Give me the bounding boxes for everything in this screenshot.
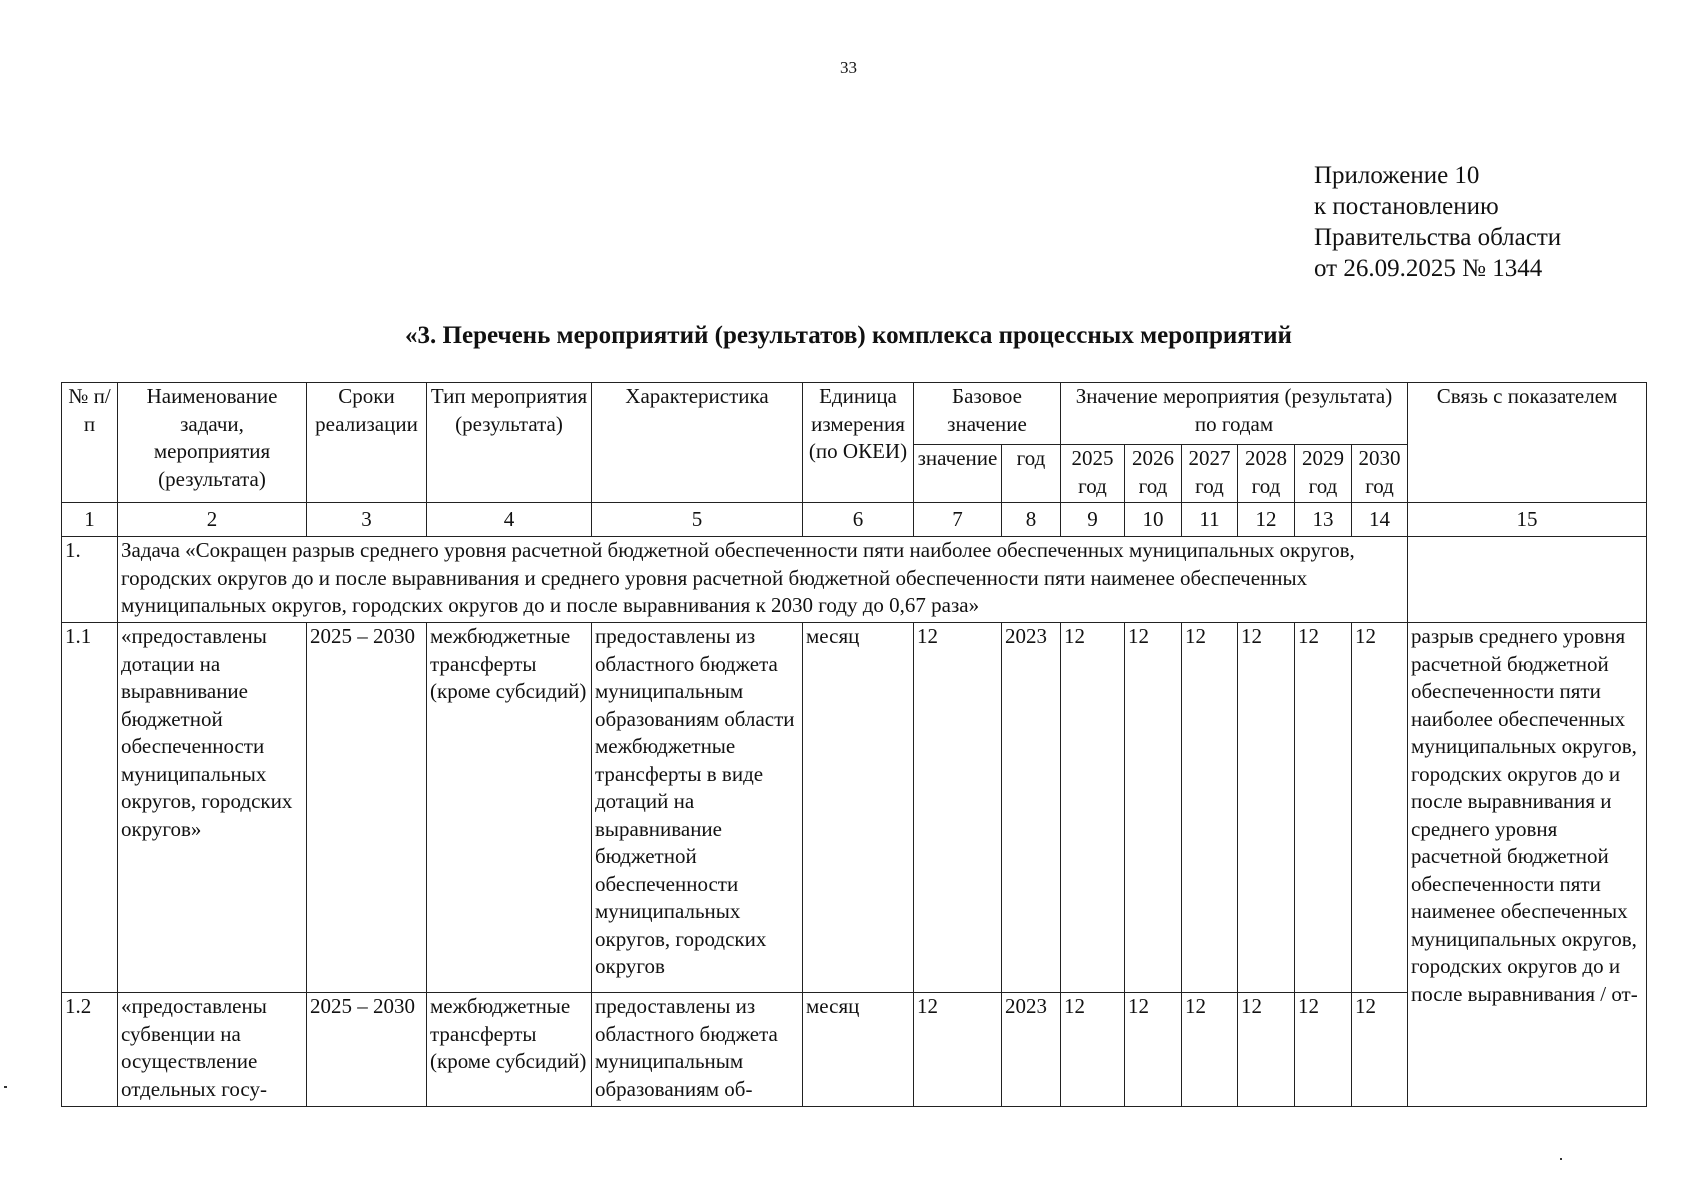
row-value-2030: 12 xyxy=(1352,993,1408,1107)
header-year-2029: 2029 год xyxy=(1295,445,1352,503)
column-number: 15 xyxy=(1408,503,1647,537)
row-period: 2025 – 2030 xyxy=(307,623,427,993)
column-number: 3 xyxy=(307,503,427,537)
row-characteristic: предоставлены из областного бюджета муниципальным образованиям об- xyxy=(592,993,803,1107)
row-unit: месяц xyxy=(803,623,914,993)
row-base-year: 2023 xyxy=(1002,623,1061,993)
row-value-2025: 12 xyxy=(1061,623,1125,993)
column-number: 8 xyxy=(1002,503,1061,537)
row-name: «предоставлены дотации на выравнивание бюджетной обеспеченности муниципальных округов, городских округов» xyxy=(118,623,307,993)
column-number: 14 xyxy=(1352,503,1408,537)
row-value-2029: 12 xyxy=(1295,993,1352,1107)
header-base-value: значение xyxy=(914,445,1002,503)
row-type: межбюджетные трансферты (кроме субсидий) xyxy=(427,993,592,1107)
row-link-indicator: разрыв среднего уровня расчетной бюджетной обеспеченности пяти наиболее обеспеченных муниципальных округов, городских округов до и после выравнивания и среднего уровня расчетной бюджетной обеспеченности пяти наименее обеспеченных муниципальных округов, городских округов до и после выравнивания / от- xyxy=(1408,623,1647,1107)
row-characteristic: предоставлены из областного бюджета муниципальным образованиям области межбюджетные трансферты в виде дотаций на выравнивание бюджетной обеспеченности муниципальных округов, городских округов xyxy=(592,623,803,993)
row-value-2028: 12 xyxy=(1238,623,1295,993)
column-number: 12 xyxy=(1238,503,1295,537)
task-link-cell xyxy=(1408,537,1647,623)
header-number: № п/п xyxy=(62,383,118,503)
column-number: 6 xyxy=(803,503,914,537)
row-base-value: 12 xyxy=(914,993,1002,1107)
column-number: 13 xyxy=(1295,503,1352,537)
appendix-note xyxy=(1314,160,1561,284)
document-title: «3. Перечень мероприятий (результатов) комплекса процессных мероприятий xyxy=(405,322,1292,349)
header-link-indicator: Связь с показателем xyxy=(1408,383,1647,503)
row-period: 2025 – 2030 xyxy=(307,993,427,1107)
row-number: 1.1 xyxy=(62,623,118,993)
appendix-line: к постановлению xyxy=(1314,193,1499,220)
header-years-group: Значение мероприятия (результата) по годам xyxy=(1061,383,1408,445)
header-unit: Единица измерения (по ОКЕИ) xyxy=(803,383,914,503)
row-value-2028: 12 xyxy=(1238,993,1295,1107)
header-period: Сроки реализации xyxy=(307,383,427,503)
header-characteristic: Характеристика xyxy=(592,383,803,503)
row-value-2027: 12 xyxy=(1182,993,1238,1107)
header-type: Тип мероприятия (результата) xyxy=(427,383,592,503)
column-number: 10 xyxy=(1125,503,1182,537)
task-number: 1. xyxy=(62,537,118,623)
appendix-line: от 26.09.2025 № 1344 xyxy=(1314,255,1543,282)
header-year-2030: 2030 год xyxy=(1352,445,1408,503)
header-year-2025: 2025 год xyxy=(1061,445,1125,503)
row-value-2029: 12 xyxy=(1295,623,1352,993)
header-base-group: Базовое значение xyxy=(914,383,1061,445)
task-text: Задача «Сокращен разрыв среднего уровня расчетной бюджетной обеспеченности пяти наиболее обеспеченных муниципальных округов, городских округов до и после выравнивания и среднего уровня расчетной бюджетной обеспеченности пяти наименее обеспеченных муниципальных округов, городских округов до и после выравнивания к 2030 году до 0,67 раза» xyxy=(118,537,1408,623)
header-base-year: год xyxy=(1002,445,1061,503)
header-year-2026: 2026 год xyxy=(1125,445,1182,503)
appendix-line: Правительства области xyxy=(1314,224,1562,251)
column-number: 9 xyxy=(1061,503,1125,537)
column-number: 11 xyxy=(1182,503,1238,537)
row-value-2025: 12 xyxy=(1061,993,1125,1107)
row-type: межбюджетные трансферты (кроме субсидий) xyxy=(427,623,592,993)
column-number: 5 xyxy=(592,503,803,537)
row-number: 1.2 xyxy=(62,993,118,1107)
row-value-2027: 12 xyxy=(1182,623,1238,993)
column-number: 2 xyxy=(118,503,307,537)
row-name: «предоставлены субвенции на осуществление отдельных госу- xyxy=(118,993,307,1107)
header-year-2028: 2028 год xyxy=(1238,445,1295,503)
row-unit: месяц xyxy=(803,993,914,1107)
row-base-value: 12 xyxy=(914,623,1002,993)
row-value-2026: 12 xyxy=(1125,993,1182,1107)
scan-speck xyxy=(4,1086,7,1088)
header-name: Наименование задачи, мероприятия (результата) xyxy=(118,383,307,503)
page-number: 33 xyxy=(840,58,857,77)
column-number: 1 xyxy=(62,503,118,537)
column-number: 7 xyxy=(914,503,1002,537)
header-year-2027: 2027 год xyxy=(1182,445,1238,503)
appendix-line: Приложение 10 xyxy=(1314,162,1480,189)
row-value-2026: 12 xyxy=(1125,623,1182,993)
row-value-2030: 12 xyxy=(1352,623,1408,993)
scan-speck xyxy=(1560,1158,1562,1160)
row-base-year: 2023 xyxy=(1002,993,1061,1107)
column-number: 4 xyxy=(427,503,592,537)
measures-table xyxy=(61,382,1647,1107)
